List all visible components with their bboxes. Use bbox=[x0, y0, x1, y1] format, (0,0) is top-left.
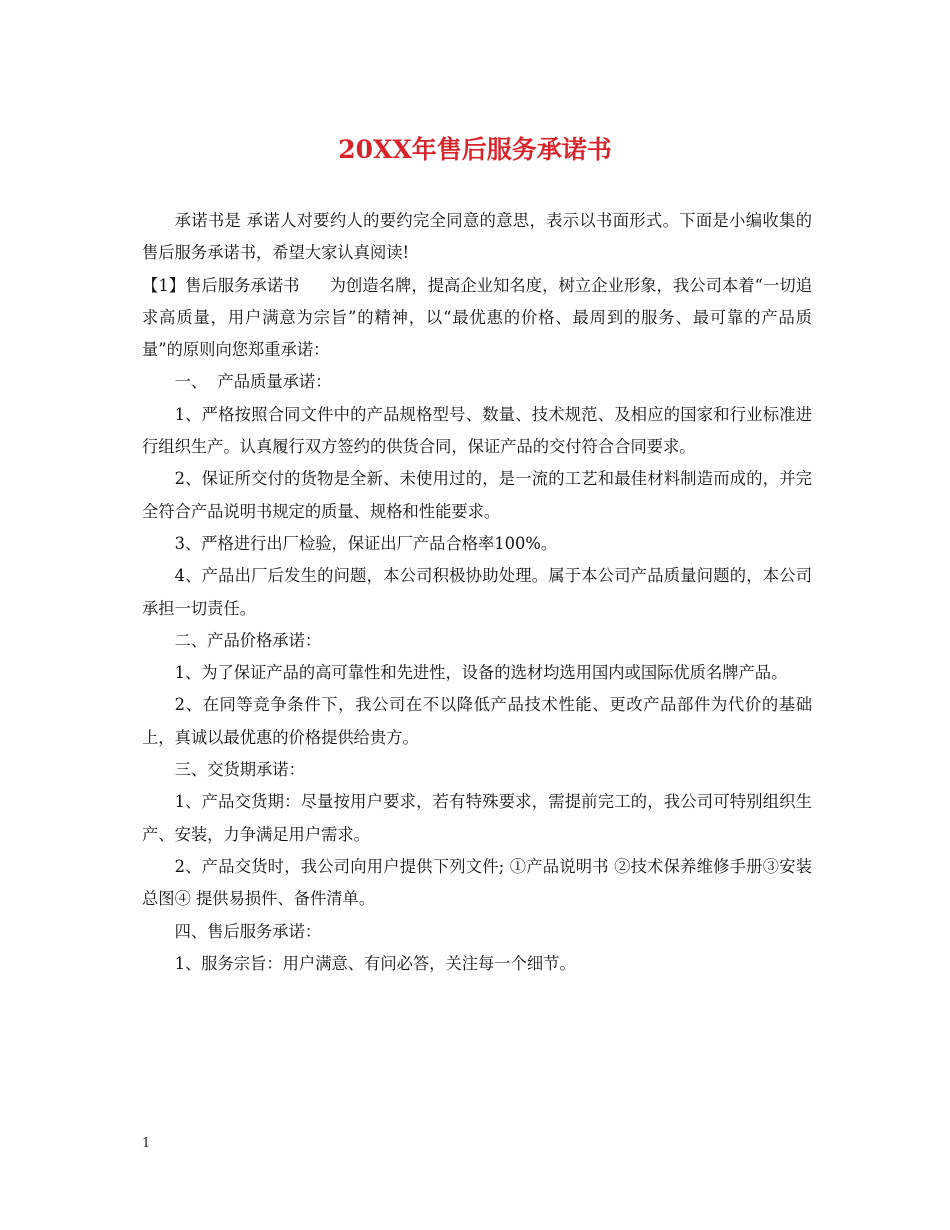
part-2-item: 1、为了保证产品的高可靠性和先进性，设备的选材均选用国内或国际优质名牌产品。 bbox=[174, 663, 788, 683]
part-1-item: 4、产品出厂后发生的问题，本公司积极协助处理。属于本公司产品质量问题的，本公司承担一切责任。 bbox=[142, 566, 812, 618]
intro-paragraph: 承诺书是 承诺人对要约人的要约完全同意的意思，表示以书面形式。下面是小编收集的售后服务承诺书，希望大家认真阅读! bbox=[142, 211, 812, 263]
part-3-item: 1、产品交货期：尽量按用户要求，若有特殊要求，需提前完工的，我公司可特别组织生产、安装，力争满足用户需求。 bbox=[142, 792, 812, 844]
part-3-heading: 三、交货期承诺： bbox=[174, 760, 305, 780]
section-1-paragraph bbox=[142, 270, 812, 367]
part-3-item: 2、产品交货时，我公司向用户提供下列文件; ①产品说明书 ②技术保养维修手册③安装总图④ 提供易损件、备件清单。 bbox=[142, 856, 812, 909]
document-title: 20XX年售后服务承诺书 bbox=[338, 135, 612, 164]
part-4-item: 1、服务宗旨：用户满意、有问必答，关注每一个细节。 bbox=[174, 953, 576, 973]
part-1-item: 2、保证所交付的货物是全新、未使用过的，是一流的工艺和最佳材料制造而成的，并完全符合产品说明书规定的质量、规格和性能要求。 bbox=[142, 469, 812, 521]
section-1-heading: 【1】售后服务承诺书 bbox=[142, 275, 300, 295]
part-4-heading: 四、售后服务承诺： bbox=[174, 921, 322, 941]
part-1-item: 3、严格进行出厂检验，保证出厂产品合格率100%。 bbox=[174, 533, 558, 553]
part-2-heading: 二、产品价格承诺： bbox=[174, 630, 322, 650]
part-1-item: 1、严格按照合同文件中的产品规格型号、数量、技术规范、及相应的国家和行业标准进行组织生产。认真履行双方签约的供货合同，保证产品的交付符合合同要求。 bbox=[142, 404, 812, 457]
document-body bbox=[142, 205, 812, 980]
page-number: 1 bbox=[142, 1136, 151, 1151]
part-1-heading: 一、 产品质量承诺： bbox=[174, 372, 332, 392]
section-1-text: 为创造名牌，提高企业知名度，树立企业形象，我公司本着“一切追求高质量，用户满意为宗旨”的精神，以“最优惠的价格、最周到的服务、最可靠的产品质量”的原则向您郑重承诺： bbox=[142, 275, 812, 360]
part-2-item: 2、在同等竞争条件下，我公司在不以降低产品技术性能、更改产品部件为代价的基础上，真诚以最优惠的价格提供给贵方。 bbox=[142, 695, 812, 747]
